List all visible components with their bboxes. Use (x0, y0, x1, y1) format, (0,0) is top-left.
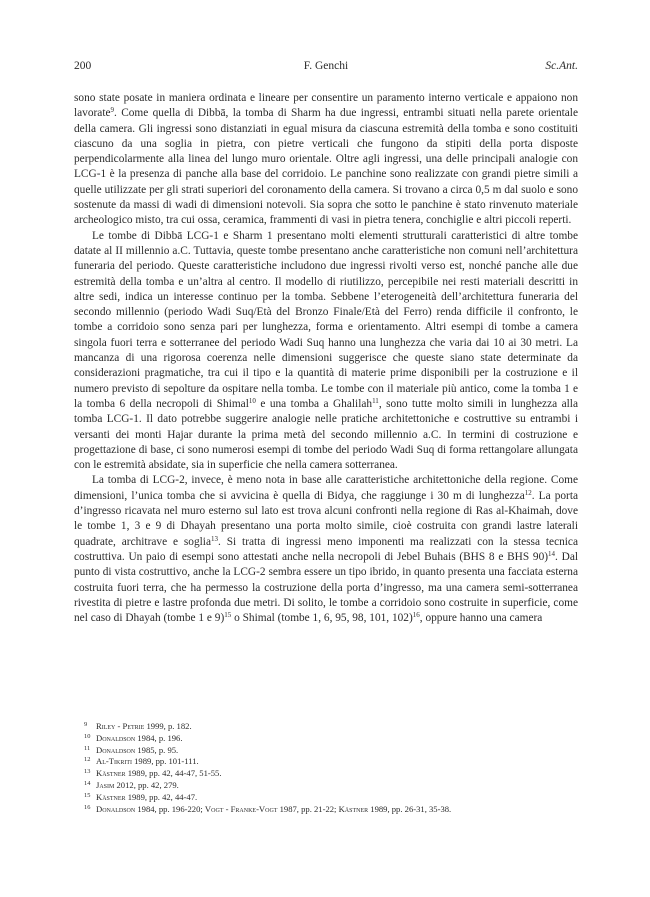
footnote-reference: 15 (224, 611, 232, 620)
footnote (84, 767, 578, 779)
citation-text: 1989, pp. 42, 44-47, 51-55. (125, 768, 222, 779)
footnote-number: 9 (84, 721, 88, 728)
journal-abbreviation: Sc.Ant. (545, 60, 578, 72)
text-run: . Dal punto di vista costruttivo, anche la LCG-2 sembra essere un tipo ibrido, in quanto presenta una facciata esterna costruita fuori terra, che ha permesso la costruzione della porta d’ingresso, ma una camera semi-sotterranea rivestita di pietre e lastre profonda due metri. Di solito, le tombe a corridoio sono costruite in superficie, come nel caso di Dhayah (tombe 1 e 9) (74, 550, 578, 625)
citation-text: 1989, pp. 101-111. (131, 756, 199, 767)
citation-text: 1984, p. 196. (135, 732, 183, 743)
footnote-reference: 12 (524, 488, 532, 497)
footnote-reference: 9 (110, 106, 115, 115)
footnote (84, 791, 578, 803)
footnote (84, 720, 578, 732)
citation-text: 1984, pp. 196-220; (135, 803, 205, 814)
footnote-number: 10 (84, 732, 91, 740)
citation-text: 1989, pp. 26-31, 35-38. (368, 803, 452, 814)
text-run: o Shimal (tombe 1, 6, 95, 98, 101, 102) (231, 612, 413, 625)
text-run: La tomba di LCG-2, invece, è meno nota in base alle caratteristiche architettoniche della regione. Come dimensioni, l’unica tomba che si avvicina è quella di Bidya, che raggiunge i 30 m di lunghezza (74, 474, 578, 502)
page-number: 200 (74, 60, 92, 72)
text-run: e una tomba a Ghalilah (255, 397, 373, 410)
footnote (84, 744, 578, 756)
paragraph (74, 229, 578, 474)
citation-text: 1985, p. 95. (135, 744, 179, 755)
paragraph (74, 473, 578, 626)
paragraph (74, 91, 578, 229)
footnote-number: 14 (84, 779, 91, 787)
footnote-reference: 13 (211, 534, 218, 543)
footnote-number: 15 (84, 791, 91, 799)
footnotes (84, 720, 578, 814)
cited-author: Donaldson (96, 732, 136, 743)
footnote-reference: 11 (372, 396, 379, 405)
footnote-number: 11 (84, 744, 91, 752)
citation-text: 2012, pp. 42, 279. (114, 779, 179, 790)
footnote-number: 13 (84, 768, 91, 776)
cited-author: Jasim (96, 779, 115, 790)
running-header (74, 60, 578, 78)
footnote-reference: 14 (548, 549, 556, 558)
text-run: Le tombe di Dibbā LCG-1 e Sharm 1 presentano molti elementi strutturali caratteristici di altre tombe datate al II millennio a.C. Tuttavia, queste tombe presentano anche caratteristiche non comuni nell’architettura funeraria del periodo. Queste caratteristiche includono due ingressi rivolti verso est, nonché panche alle due estremità della tomba e un’altra al centro. Il modello di riutilizzo, percepibile nei resti materiali descritti in altre sedi, indica un interesse continuo per la tomba. Sebbene l’eterogeneità dell’architettura funeraria del secondo millennio (periodo Wadi Suq/Età del Bronzo Finale/Età del Ferro) renda difficile il confronto, le tombe a corridoio sono senza pari per lunghezza, forma e orientamento. Altri esempi di tombe a camera singola fuori terra e sotterranee del periodo Wadi Suq hanno una lunghezza che varia dai 10 ai 30 metri. La mancanza di una rigorosa coerenza nelle dimensioni suggerisce che queste siano state determinate da considerazioni pragmatiche, tra cui il tipo e la quantità di materie prime disponibili per la costruzione e il numero previsto di sepolture da ospitare nella tomba. Le tombe con il materiale più antico, come la tomba 1 e la tomba 6 della necropoli di Shimal (74, 229, 578, 410)
text-run: sono state posate in maniera ordinata e lineare per consentire un paramento interno verticale e appaiono non lavorate (74, 92, 578, 120)
cited-author: Riley - Petrie (96, 721, 145, 731)
cited-author: Kästner (96, 791, 126, 802)
footnote (84, 779, 578, 791)
text-run: . Si tratta di ingressi meno imponenti ma realizzati con la stessa tecnica costruttiva. Un paio di esempi sono attestati anche nella necropoli di Jebel Buhais (BHS 8 e BHS 90) (74, 535, 578, 563)
text-run: , sono tutte molto simili in lunghezza alla tomba LCG-1. Il dato potrebbe suggerire analogie nelle pratiche architettoniche e costruttive su entrambi i versanti dei monti Hajar durante la prima metà del secondo millennio a.C. In termini di costruzione e progettazione di base, ci sono numerosi esempi di tombe del periodo Wadi Suq di forma rettangolare allungata con le estremità absidate, sia in superficie che nella camera sotterranea. (74, 397, 578, 472)
citation-text: 1987, pp. 21-22; (277, 803, 339, 814)
citation-text: 1999, p. 182. (144, 721, 192, 731)
footnote-number: 12 (84, 756, 91, 764)
footnote (84, 755, 578, 767)
text-run: , oppure hanno una camera (419, 612, 543, 625)
footnote-reference: 10 (248, 396, 256, 405)
cited-author: Vogt - Franke-Vogt (204, 803, 278, 814)
cited-author: Donaldson (96, 803, 136, 814)
body-text (74, 91, 578, 626)
cited-author: Kästner (96, 768, 126, 779)
footnote-number: 16 (84, 803, 91, 811)
text-run: . Come quella di Dibbā, la tomba di Sharm ha due ingressi, entrambi situati nella parete orientale della camera. Gli ingressi sono distanziati in egual misura da ciascuna estremità della tomba e sono costituiti ciascuno da una soglia in pietra, con pietre verticali che fungono da stipiti della porta disposte perpendicolarmente alla linea del lungo muro orientale. Oltre agli ingressi, una delle principali analogie con LCG-1 è la presenza di panche alla base del corridoio. Le panchine sono realizzate con grandi pietre simili a quelle utilizzate per gli strati superiori del coronamento della camera. Si trovano a circa 0,5 m dal suolo e sono sostenute da massi di wadi di dimensioni notevoli. Sia sopra che sotto le panchine è stato rinvenuto materiale archeologico misto, tra cui ossa, ceramica, frammenti di vasi in pietra tenera, conchiglie e altri piccoli reperti. (74, 107, 578, 227)
running-author: F. Genchi (303, 60, 349, 72)
footnote (84, 732, 578, 744)
cited-author: Donaldson (96, 744, 136, 755)
cited-author: Kästner (338, 803, 369, 814)
text-run: . La porta d’ingresso ricavata nel muro esterno sul lato est trova alcuni confronti nella regione di Ras al-Khaimah, dove le tombe 1, 3 e 9 di Dhayah presentano una porta molto simile, cioè costruita con grandi lastre laterali quadrate, architrave e soglia (74, 489, 579, 548)
footnote-reference: 16 (412, 611, 420, 620)
footnote (84, 803, 578, 815)
citation-text: 1989, pp. 42, 44-47. (125, 791, 198, 802)
cited-author: Al-Tikriti (96, 756, 132, 767)
